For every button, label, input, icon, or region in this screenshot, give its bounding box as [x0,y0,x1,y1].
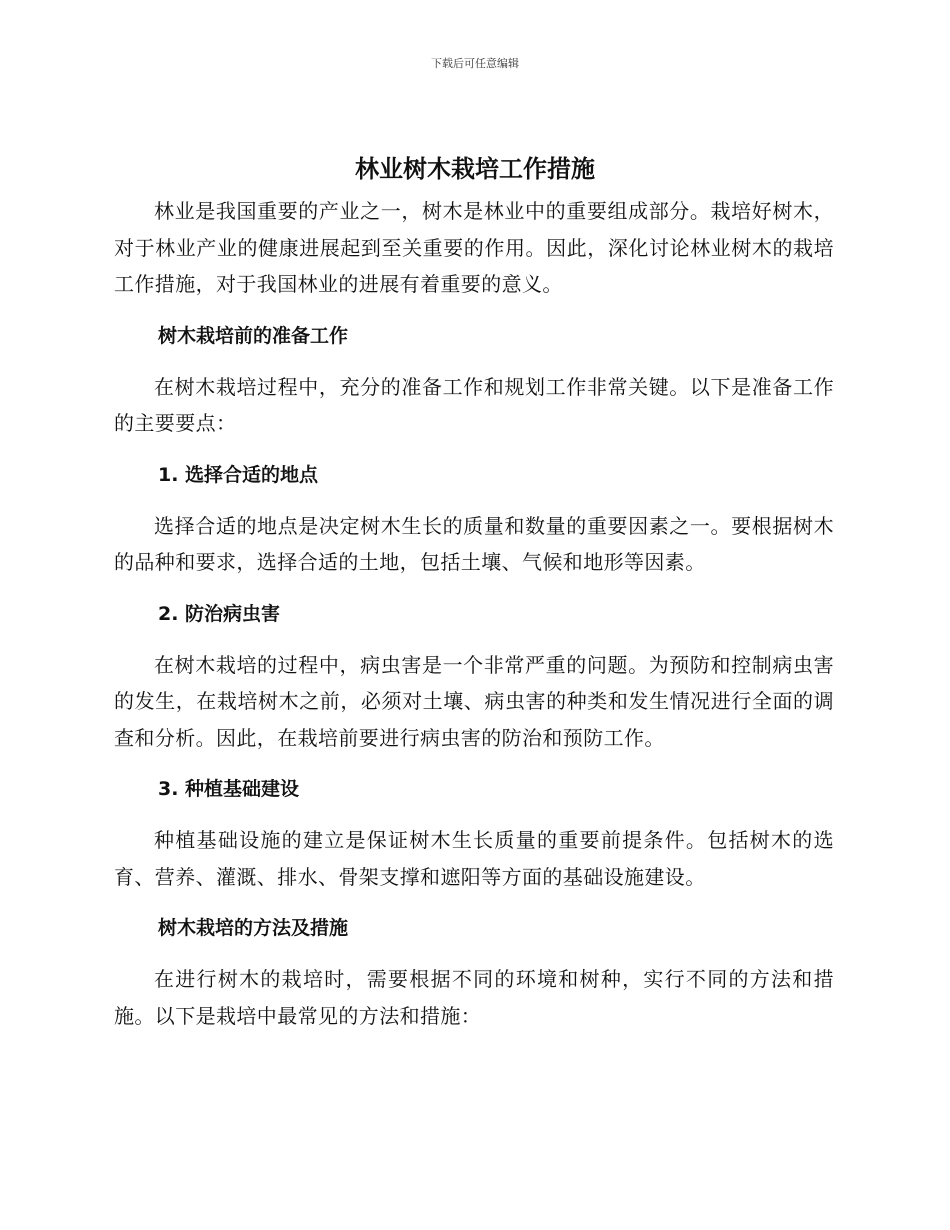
document-body [114,193,834,1034]
section-paragraph-item1: 选择合适的地点是决定树木生长的质量和数量的重要因素之一。要根据树木的品种和要求，选择合适的土地，包括土壤、气候和地形等因素。 [114,513,834,574]
section-paragraph-item2: 在树木栽培的过程中，病虫害是一个非常严重的问题。为预防和控制病虫害的发生，在栽培树木之前，必须对土壤、病虫害的种类和发生情况进行全面的调查和分析。因此，在栽培前要进行病虫害的防治和预防工作。 [114,652,834,750]
section-heading-item1: 1. 选择合适的地点 [158,463,319,486]
section-heading-item2: 2. 防治病虫害 [158,602,281,625]
intro-paragraph: 林业是我国重要的产业之一，树木是林业中的重要组成部分。栽培好树木，对于林业产业的健康进展起到至关重要的作用。因此，深化讨论林业树木的栽培工作措施，对于我国林业的进展有着重要的意义。 [114,199,834,296]
section-heading-item3: 3. 种植基础建设 [158,778,300,800]
header-note: 下载后可任意编辑 [431,57,519,70]
section-heading-prep: 树木栽培前的准备工作 [158,324,349,347]
document-title: 林业树木栽培工作措施 [355,155,595,183]
section-paragraph-prep: 在树木栽培过程中，充分的准备工作和规划工作非常关键。以下是准备工作的主要要点： [114,374,834,435]
section-paragraph-methods: 在进行树木的栽培时，需要根据不同的环境和树种，实行不同的方法和措施。以下是栽培中最常见的方法和措施： [114,967,834,1028]
section-heading-methods: 树木栽培的方法及措施 [158,917,349,939]
section-paragraph-item3: 种植基础设施的建立是保证树木生长质量的重要前提条件。包括树木的选育、营养、灌溉、排水、骨架支撑和遮阳等方面的基础设施建设。 [114,828,834,889]
